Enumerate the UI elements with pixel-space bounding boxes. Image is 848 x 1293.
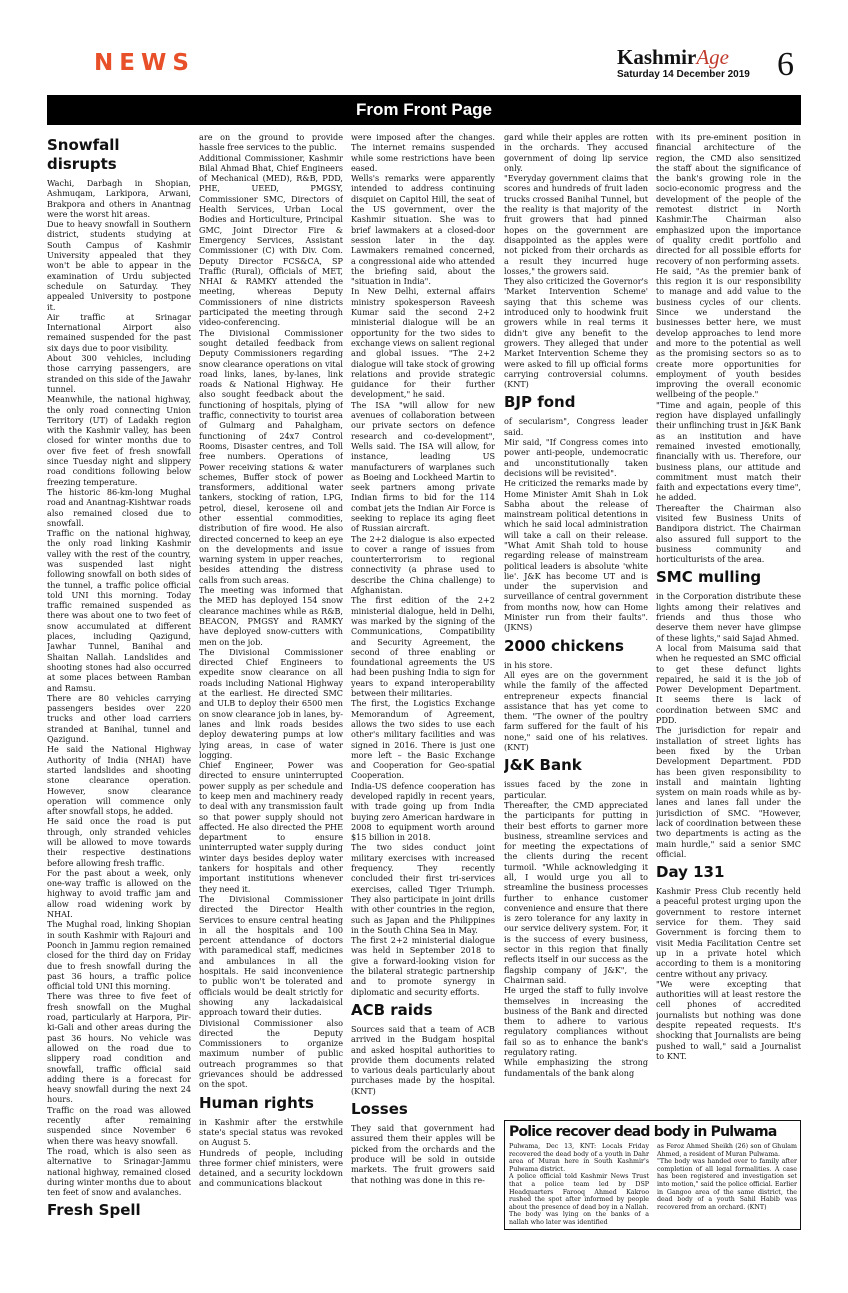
headline-day-131: Day 131 [656,863,725,882]
paragraph: There are 80 vehicles carrying passengers besides over 220 trucks and other load carriers stranded at Banihal, tunnel and Qazigund. [47,692,191,745]
paragraph: The Divisional Commissioner directed the Director Health Services to ensure central heating in all the hospitals and 100 percent attendance of doctors with paramedical staff, medicines and ambulances in all the hospitals. He said inconvenience to public won't be tolerated and officials would be dealt strictly for showing any lackadaisical approach toward their duties. [199,893,343,1018]
paragraph: "Everyday government claims that scores and hundreds of fruit laden trucks crossed Banihal Tunnel, but the reality is that majority of the fruit growers that had pinned hopes on the government are disappointed as the apples were not picked from their orchards as a result they incurred huge losses," the growers said. [504,173,648,276]
paragraph: gard while their apples are rotten in the orchards. They accused government of doing lip service only. [504,132,648,173]
paragraph: Kashmir Press Club recently held a peaceful protest urging upon the government to restore internet service for them. They said Government is forcing them to visit Media Facilitation Centre set up in a private hotel which according to them is a monitoring centre without any privacy. [656,886,801,979]
paragraph: Meanwhile, the national highway, the only road connecting Union Territory (UT) of Ladakh region with the Kashmir valley, has been closed for winter months due to over five feet of fresh snowfall since Tuesday night and slippery road conditions following below freezing temperature. [47,394,191,487]
paragraph: were imposed after the changes. The internet remains suspended while some restrictions have been eased. [351,132,495,173]
paragraph: "The body was handed over to family after completion of all legal formalities. A case has been registered and investigation set into motion," said the police official. Earlier in Gangoo area of the same district, the dead body of a youth Sahil Habib was recovered from an orchard. (KNT) [657,1158,797,1211]
paragraph: The two sides conduct joint military exercises with increased frequency. They recently concluded their first tri-services exercises, called Tiger Triumph. They also participate in joint drills with other countries in the region, such as Japan and the Philippines in the South China Sea in May. [351,842,495,935]
boxed-story [504,1120,801,1230]
paragraph: issues faced by the zone in particular. [504,779,648,800]
paragraph: In New Delhi, external affairs ministry spokesperson Raveesh Kumar said the second 2+2 ministerial dialogue will be an opportunity for the two sides to exchange views on salient regional and global issues. "The 2+2 dialogue will take stock of growing relations and provide strategic guidance for their further development," he said. [351,286,495,400]
paragraph: The Mughal road, linking Shopian in south Kashmir with Rajouri and Poonch in Jammu region remained closed for the third day on Friday due to fresh snowfall during the past 36 hours, a traffic police official told UNI this morning. [47,919,191,992]
brand-name: Kashmir [617,45,697,69]
paragraph: He criticized the remarks made by Home Minister Amit Shah in Lok Sabha about the release of mainstream political detentions in which he said local administration will take a call on their release. "What Amit Shah told to house regarding release of mainstream political leaders is absolute 'white lie'. J&K has become UT and is under the supervision and surveillance of central government from months now, how can Home Minister run from their faults". (JKNS) [504,478,648,633]
paragraph: Thereafter, the CMD appreciated the participants for putting in their best efforts to garner more business, streamline services and for meeting the expectations of the clients during the recent turmoil. "While acknowledging it all, I would urge you all to streamline the business processes further to enhance customer convenience and ensure that there is zero tolerance for any laxity in our service delivery system. For, it is the success of every business, sector in this region that finally reflects itself in our success as the flagship company of J&K", the Chairman said. [504,799,648,985]
paragraph: A police official told Kashmir News Trust that a police team led by DSP Headquarters Farooq Ahmed Kakroo rushed the spot after informed by people about the presence of dead boy in a Nallah. [509,1173,649,1211]
paragraph: He said the National Highway Authority of India (NHAI) have started landslides and shooting stone clearance operation. However, snow clearance operation will commence only after snowfall stops, he added. [47,744,191,817]
paragraph: "We were excepting that authorities will at least restore the cell phones of accredited journalists but nothing was done despite repeated requests. It's shocking that Journalists are being pushed to wall," said a Journalist to KNT. [656,978,801,1061]
paragraph: The ISA "will allow for new avenues of collaboration between our private sectors on defence research and co-development", Wells said. The ISA will allow, for instance, leading US manufacturers of warplanes such as Boeing and Lockheed Martin to seek partners among private Indian firms to bid for the 114 combat jets the Indian Air Force is seeking to replace its aging fleet of Russian aircraft. [351,399,495,534]
paragraph: Traffic on the road was allowed recently after remaining suspended since November 6 when there was heavy snowfall. [47,1104,191,1146]
boxed-headline: Police recover dead body in Pulwama [509,1124,777,1140]
headline-acb-raids: ACB raids [351,1000,433,1019]
paragraph: He urged the staff to fully involve themselves in increasing the business of the Bank and directed them to adhere to various regulatory compliances without fail so as to enhance the bank's regulatory rating. [504,985,648,1058]
issue-date: Saturday 14 December 2019 [617,69,750,80]
brand-name-age: Age [696,45,729,69]
paragraph: Pulwama, Dec 13, KNT: Locals Friday recovered the dead body of a youth in Dahr area of Muran here in South Kashmir's Pulwama district. [509,1143,649,1173]
paragraph: Additional Commissioner, Kashmir Bilal Ahmad Bhat, Chief Engineers of Mechanical (MED), R&B, PDD, PHE, UEED, PMGSY, Commissioner SMC, Directors of Health Services, Urban Local Bodies and Horticulture, Principal GMC, Joint Director Fire & Emergency Services, Assistant Commissioner (C) with Div. Com. Deputy Director FCS&CA, SP Traffic (Rural), Officials of MET, NHAI & RAMKY attended the meeting, whereas Deputy Commissioners of nine districts participated the meeting through video-conferencing. [199,152,343,328]
paragraph: While emphasizing the strong fundamentals of the bank along [504,1057,648,1078]
paragraph: Air traffic at Srinagar International Airport also remained suspended for the past six days due to poor visibility. [47,311,191,353]
page-number: 6 [777,46,794,83]
paragraph: are on the ground to provide hassle free services to the public. [199,132,343,153]
column-3 [351,132,495,1242]
paragraph: Sources said that a team of ACB arrived in the Budgam hospital and asked hospital authorities to provide them documents related to various deals particularly about purchases made by the hospital. (KNT) [351,1023,495,1096]
paragraph: India-US defence cooperation has developed rapidly in recent years, with trade going up from India buying zero American hardware in 2008 to equipment worth around $15 billion in 2018. [351,780,495,843]
paragraph: of secularism", Congress leader said. [504,416,648,437]
paragraph: The meeting was informed that the MED has deployed 154 snow clearance machines while as R&B, BEACON, PMGSY and RAMKY have deployed snow-cutters with men on the job. [199,585,343,647]
paragraph: Wells's remarks were apparently intended to address continuing disquiet on Capitol Hill, the seat of the US government, over the Kashmir situation. She was to brief lawmakers at a closed-door session later in the day. Lawmakers remained concerned, a congressional aide who attended the briefing said, about the "situation in India". [351,173,495,287]
headline-smc-mulling: SMC mulling [656,568,762,587]
paragraph: All eyes are on the government while the family of the affected entrepreneur expects financial assistance that has yet come to them. "The owner of the poultry farm suffered for the fault of his none," said one of his relatives. (KNT) [504,669,648,753]
paragraph: The 2+2 dialogue is also expected to cover a range of issues from counterterrorism to regional connectivity (a phrase used to describe the China challenge) to Afghanistan. [351,533,495,596]
column-5 [656,132,801,1117]
column-4 [504,132,648,1117]
paragraph: Traffic on the national highway, the only road linking Kashmir valley with the rest of the country, was suspended last night following snowfall on both sides of the tunnel, a traffic police official told UNI this morning. Today traffic remained suspended as there was about one to two feet of snow accumulated at different places, including Qazigund, Jawhar Tunnel, Banihal and Shaitan Nallah. Landslides and shooting stones had also occurred at some places between Ramban and Ramsu. [47,528,191,693]
paragraph: with its pre-eminent position in financial architecture of the region, the CMD also sensitized the staff about the significance of the bank's growing role in the socio-economic progress and the development of the people of the remotest district in North Kashmir.The Chairman also emphasized upon the importance of quality credit portfolio and directed for all possible efforts for recovery of non performing assets. [656,132,801,266]
headline-fresh-spell: Fresh Spell [47,1201,141,1220]
paragraph: Divisional Commissioner also directed the Deputy Commissioners to organize maximum number of public outreach programmes so that grievances should be addressed on the spot. [199,1017,343,1090]
column-2 [199,132,343,1242]
headline-bjp-fond: BJP fond [504,393,576,412]
paragraph: "Time and again, people of this region have displayed unfailingly their unflinching trust in J&K Bank as an institution and have remained invested emotionally, financially with us. Therefore, our business plans, our attitude and commitment must match their faith and expectations every time", he added. [656,399,801,503]
headline-human-rights: Human rights [199,1093,314,1112]
headline-snowfall: Snowfall disrupts [47,136,120,173]
paragraph: Mir said, "If Congress comes into power anti-people, undemocratic and unconstitutionally taken decisions will be revisited". [504,437,648,478]
column-1 [47,132,191,1242]
paragraph: Hundreds of people, including three former chief ministers, were detained, and a security lockdown and communications blackout [199,1147,343,1189]
paragraph: in his store. [504,659,553,670]
paragraph: The Divisional Commissioner directed Chief Engineers to expedite snow clearance on all roads including National Highway at the earliest. He directed SMC and ULB to deploy their 6500 men on snow clearance job in lanes, by-lanes and link roads besides deploy dewatering pumps at low lying areas, in case of water logging. [199,646,343,760]
paragraph: He said once the road is put through, only stranded vehicles will be allowed to move towards their respective destinations before allowing fresh traffic. [47,816,191,868]
paragraph: Chief Engineer, Power was directed to ensure uninterrupted power supply as per schedule and to keep men and machinery ready to deal with any transmission fault so that power supply should not affected. He also directed the PHE department to ensure uninterrupted water supply during winter days besides deploy water tankers for hospitals and other important institutions whenever they need it. [199,760,343,894]
boxed-column-1 [509,1143,649,1227]
paragraph: Wachi, Darbagh in Shopian, Ashmuqam, Larkipora, Arwani, Brakpora and others in Anantnag were the worst hit areas. [47,178,191,219]
paragraph: Thereafter the Chairman also visited few Business Units of Bandipora district. The Chairman also assured full support to the business community and horticulturists of the area. [656,502,801,565]
paragraph: They said that government had assured them their apples will be picked from the orchards and the produce will be sold in outside markets. The fruit growers said that nothing was done in this re- [351,1123,495,1185]
section-banner: From Front Page [47,95,801,125]
section-title: NEWS [94,50,195,76]
paragraph: The first edition of the 2+2 ministerial dialogue, held in Delhi, was marked by the signing of the Communications, Compatibility and Security Agreement, the second of three enabling or foundational agreements the US had been pushing India to sign for years to expand interoperability between their militaries. [351,595,495,699]
headline-2000-chickens: 2000 chickens [504,636,624,655]
paragraph: The Divisional Commissioner sought detailed feedback from Deputy Commissioners regarding snow clearance operations on vital road links, lanes, by-lanes, link roads & National Highway. He also sought feedback about the functioning of hospitals, plying of traffic, connectivity to tourist area of Gulmarg and Pahalgham, functioning of 24x7 Control Rooms, Disaster centres, and Toll free numbers. Operations of Power receiving stations & water schemes, Buffer stock of power transformers, additional water tankers, stocking of ration, LPG, petrol, diesel, kerosene oil and other essential commodities, distribution of fire wood. He also directed concerned to keep an eye on the developments and issue warning system in upper reaches, besides attending the distress calls from such areas. [199,327,343,585]
paragraph: The first 2+2 ministerial dialogue was held in September 2018 to give a forward-looking vision for the bilateral strategic partnership and to promote synergy in diplomatic and security efforts. [351,935,495,997]
newspaper-logo [617,45,729,70]
paragraph: He said, "As the premier bank of this region it is our responsibility to manage and add value to the business cycles of our clients. Since we understand the businesses better here, we must develop approaches to lend more and more to the potential as well as the promising sectors so as to create more opportunities for employment of youth besides improving the overall economic wellbeing of the people." [656,265,801,400]
paragraph: The road, which is also seen as alternative to Srinagar-Jammu national highway, remained closed during winter months due to about ten feet of snow and avalanches. [47,1145,191,1198]
paragraph: as Feroz Ahmed Sheikh (26) son of Ghulam Ahmed, a resident of Muran Pulwama. [657,1143,797,1158]
paragraph: About 300 vehicles, including those carrying passengers, are stranded on this side of the Jawahr tunnel. [47,353,191,394]
headline-jk-bank: J&K Bank [504,756,582,775]
paragraph: Due to heavy snowfall in Southern district, students studying at South Campus of Kashmir University appealed that they won't be able to appear in the examination of Urdu subjected schedule on Saturday. They appealed University to postpone it. [47,219,191,312]
paragraph: in Kashmir after the erstwhile state's special status was revoked on August 5. [199,1116,343,1148]
paragraph: For the past about a week, only one-way traffic is allowed on the highway to avoid traffic jam and allow road widening work by NHAI. [47,867,191,920]
paragraph: A local from Maisuma said that when he requested an SMC official to get these defunct lights repaired, he said it is the job of Power Development Department. It seems there is lack of coordination between SMC and PDD. [656,642,801,726]
paragraph: They also criticized the Governor's 'Market Intervention Scheme' saying that this scheme was introduced only to hoodwink fruit growers while in real terms it didn't give any benefit to the growers. They alleged that under Market Intervention Scheme they were asked to fill up official forms carrying controversial columns. (KNT) [504,276,648,390]
headline-losses: Losses [351,1100,408,1119]
paragraph: in the Corporation distribute these lights among their relatives and friends and thus those who deserve them never have glimpse of these lights," said Sajad Ahmed. [656,591,801,643]
paragraph: The historic 86-km-long Mughal road and Anantnag-Kishtwar roads also remained closed due to snowfall. [47,486,191,528]
paragraph: The first, the Logistics Exchange Memorandum of Agreement, allows the two sides to use each other's military facilities and was signed in 2016. There is just one more left – the Basic Exchange and Cooperation for Geo-spatial Cooperation. [351,698,495,781]
paragraph: The jurisdiction for repair and installation of street lights has been fixed by the Urban Development Department. PDD has been given responsibility to install and maintain lighting system on main roads while as by-lanes and lanes fall under the jurisdiction of SMC. "However, lack of coordination between these two departments is acting as the main hurdle," said a senior SMC official. [656,725,801,859]
paragraph: There was three to five feet of fresh snowfall on the Mughal road, particularly at Harpora, Pir-ki-Gali and other areas during the past 36 hours. No vehicle was allowed on the road due to slippery road condition and snowfall, traffic official said adding there is a forecast for heavy snowfall during the next 24 hours. [47,991,191,1105]
paragraph: The body was lying on the banks of a nallah who later was identified [509,1211,649,1226]
boxed-column-2 [657,1143,797,1211]
